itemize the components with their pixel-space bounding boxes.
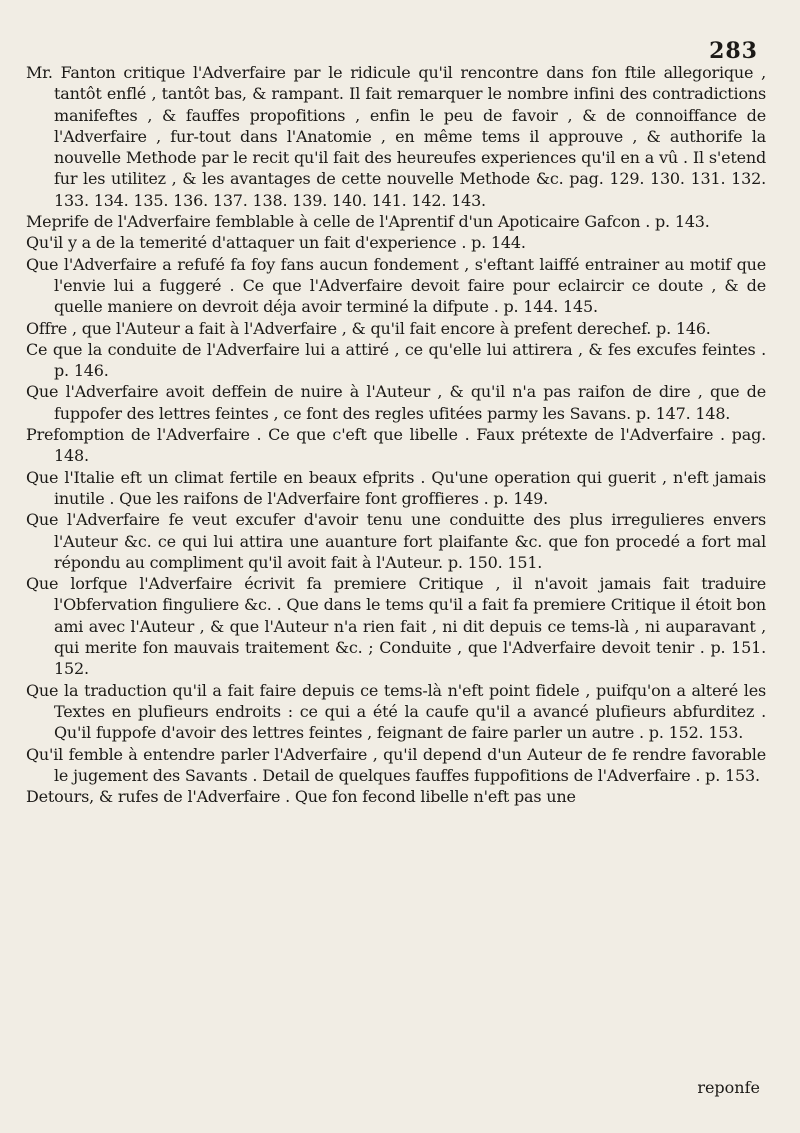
summary-entry: Qu'il femble à entendre parler l'Adverfaire , qu'il depend d'un Auteur de fe rendre favorable le jugement des Savants . Detail de quelques fauffes fuppofitions de l'Adverfaire . p. 153.	[26, 744, 766, 785]
summary-entry: Mr. Fanton critique l'Adverfaire par le ridicule qu'il rencontre dans fon ftile allegorique , tantôt enflé , tantôt bas, & rampant. Il fait remarquer le nombre infini des contradictions manifeftes , & fauffes propofitions , enfin le peu de favoir , & de connoiffance de l'Adverfaire , fur-tout dans l'Anatomie , en même tems il approuve , & authorife la nouvelle Methode par le recit qu'il fait des heureufes experiences qu'il en a vû . Il s'etend fur les utilitez , & les avantages de cette nouvelle Methode &c. pag. 129. 130. 131. 132. 133. 134. 135. 136. 137. 138. 139. 140. 141. 142. 143.	[26, 63, 766, 210]
catchword: reponfe	[697, 1078, 760, 1097]
summary-entry: Qu'il y a de la temerité d'attaquer un fait d'experience . p. 144.	[26, 233, 526, 253]
summary-entry: Prefomption de l'Adverfaire . Ce que c'eft que libelle . Faux prétexte de l'Adverfaire . pag. 148.	[26, 425, 766, 466]
summary-entry: Que l'Adverfaire avoit deffein de nuire à l'Auteur , & qu'il n'a pas raifon de dire , que de fuppofer des lettres feintes , ce font des regles ufitées parmy les Savans. p. 147. 148.	[26, 382, 766, 423]
summary-entry: Que lorfque l'Adverfaire écrivit fa premiere Critique , il n'avoit jamais fait traduire l'Obfervation finguliere &c. . Que dans le tems qu'il a fait fa premiere Critique il étoit bon ami avec l'Auteur , & que l'Auteur n'a rien fait , ni dit depuis ce tems-là , ni auparavant , qui merite fon mauvais traitement &c. ; Conduite , que l'Adverfaire devoit tenir . p. 151. 152.	[26, 574, 766, 679]
summary-entry: Ce que la conduite de l'Adverfaire lui a attiré , ce qu'elle lui attirera , & fes excufes feintes . p. 146.	[26, 339, 766, 381]
summary-entry: Que la traduction qu'il a fait faire depuis ce tems-là n'eft point fidele , puifqu'on a alteré les Textes en plufieurs endroits : ce qui a été la caufe qu'il a avancé plufieurs abfurditez . Qu'il fuppofe d'avoir des lettres feintes , feignant de faire parler un autre . p. 152. 153.	[26, 680, 766, 743]
summary-text-block	[26, 62, 766, 807]
page-number: 283	[709, 38, 758, 64]
summary-entry: Detours, & rufes de l'Adverfaire . Que fon fecond libelle n'eft pas une	[26, 787, 576, 807]
summary-entry: Offre , que l'Auteur a fait à l'Adverfaire , & qu'il fait encore à prefent derechef. p. 146.	[26, 318, 711, 338]
summary-entry: Que l'Adverfaire a refufé fa foy fans aucun fondement , s'eftant laiffé entrainer au motif que l'envie lui a fuggeré . Ce que l'Adverfaire devoit faire pour eclaircir ce doute , & de quelle maniere on devroit déja avoir terminé la difpute . p. 144. 145.	[26, 254, 766, 317]
summary-entry: Meprife de l'Adverfaire femblable à celle de l'Aprentif d'un Apoticaire Gafcon . p. 143.	[26, 212, 710, 232]
summary-entry: Que l'Italie eft un climat fertile en beaux efprits . Qu'une operation qui guerit , n'eft jamais inutile . Que les raifons de l'Adverfaire font groffieres . p. 149.	[26, 467, 766, 508]
summary-entry: Que l'Adverfaire fe veut excufer d'avoir tenu une conduitte des plus irregulieres envers l'Auteur &c. ce qui lui attira une auanture fort plaifante &c. que fon procedé a fort mal répondu au compliment qu'il avoit fait à l'Auteur. p. 150. 151.	[26, 510, 766, 572]
